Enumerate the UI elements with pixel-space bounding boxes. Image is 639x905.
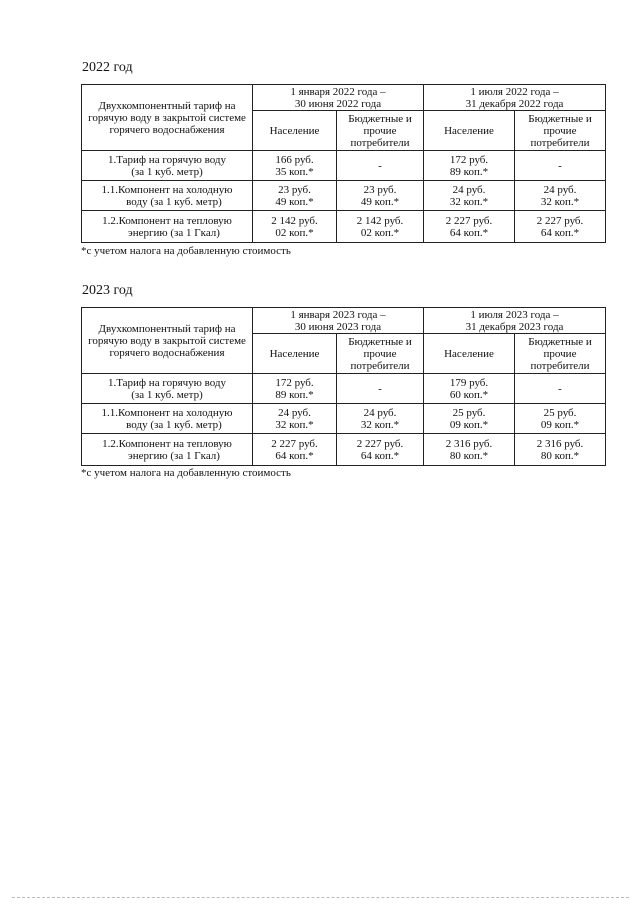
- value-cell: 166 руб. 35 коп.*: [253, 151, 337, 181]
- table-row: [82, 151, 606, 181]
- tariff-table-2023: [81, 307, 606, 466]
- row-label-line-2: (за 1 куб. метр): [131, 388, 203, 401]
- row-label-line-1: 1.1.Компонент на холодную: [101, 183, 233, 196]
- table-row: [82, 434, 606, 466]
- header-consumer-budget: Бюджетные и прочие потребители: [337, 111, 424, 151]
- row-label: [82, 211, 253, 243]
- row-label-line-2: воду (за 1 куб. метр): [126, 195, 222, 208]
- value-cell: 23 руб. 49 коп.*: [253, 181, 337, 211]
- row-label: [82, 181, 253, 211]
- header-consumer-population: Население: [253, 111, 337, 151]
- value-cell: 2 142 руб. 02 коп.*: [337, 211, 424, 243]
- row-label-line-2: энергию (за 1 Гкал): [128, 449, 220, 462]
- header-period-2: [424, 308, 606, 334]
- value-cell: 2 227 руб. 64 коп.*: [253, 434, 337, 466]
- header-consumer-budget: Бюджетные и прочие потребители: [515, 334, 606, 374]
- tariff-table-2022: [81, 84, 606, 243]
- row-label-line-1: 1.Тариф на горячую воду: [107, 376, 227, 389]
- period-2-line-2: 31 декабря 2022 года: [465, 97, 564, 110]
- year-heading-2023: 2023 год: [82, 283, 133, 298]
- header-tariff-type: Двухкомпонентный тариф на горячую воду в закрытой системе горячего водоснабжения: [82, 85, 253, 151]
- value-cell: -: [337, 374, 424, 404]
- year-heading-2022: 2022 год: [82, 60, 133, 75]
- table-row: [82, 181, 606, 211]
- period-2-line-1: 1 июля 2023 года –: [470, 308, 559, 321]
- row-label-line-1: 1.2.Компонент на тепловую: [102, 214, 232, 227]
- value-cell: 25 руб. 09 коп.*: [515, 404, 606, 434]
- row-label-line-2: (за 1 куб. метр): [131, 165, 203, 178]
- value-cell: -: [515, 374, 606, 404]
- value-cell: 172 руб. 89 коп.*: [253, 374, 337, 404]
- row-label-line-1: 1.1.Компонент на холодную: [101, 406, 233, 419]
- header-consumer-population: Население: [253, 334, 337, 374]
- header-consumer-budget: Бюджетные и прочие потребители: [337, 334, 424, 374]
- value-cell: 2 316 руб. 80 коп.*: [424, 434, 515, 466]
- table-row: [82, 211, 606, 243]
- value-cell: 23 руб. 49 коп.*: [337, 181, 424, 211]
- row-label-line-1: 1.2.Компонент на тепловую: [102, 437, 232, 450]
- header-period-2: [424, 85, 606, 111]
- header-consumer-population: Население: [424, 111, 515, 151]
- value-cell: 24 руб. 32 коп.*: [253, 404, 337, 434]
- period-1-line-2: 30 июня 2022 года: [294, 97, 382, 110]
- header-consumer-budget: Бюджетные и прочие потребители: [515, 111, 606, 151]
- period-1-line-1: 1 января 2023 года –: [290, 308, 386, 321]
- header-period-1: [253, 308, 424, 334]
- value-cell: 2 227 руб. 64 коп.*: [424, 211, 515, 243]
- value-cell: 172 руб. 89 коп.*: [424, 151, 515, 181]
- row-label: [82, 434, 253, 466]
- table-row: [82, 374, 606, 404]
- table-row: [82, 404, 606, 434]
- vat-footnote: *с учетом налога на добавленную стоимость: [81, 245, 291, 257]
- period-2-line-2: 31 декабря 2023 года: [465, 320, 564, 333]
- row-label: [82, 151, 253, 181]
- value-cell: 2 142 руб. 02 коп.*: [253, 211, 337, 243]
- period-1-line-2: 30 июня 2023 года: [294, 320, 382, 333]
- value-cell: 25 руб. 09 коп.*: [424, 404, 515, 434]
- value-cell: 2 227 руб. 64 коп.*: [337, 434, 424, 466]
- value-cell: 2 227 руб. 64 коп.*: [515, 211, 606, 243]
- value-cell: 179 руб. 60 коп.*: [424, 374, 515, 404]
- value-cell: 24 руб. 32 коп.*: [424, 181, 515, 211]
- header-consumer-population: Население: [424, 334, 515, 374]
- row-label: [82, 374, 253, 404]
- period-1-line-1: 1 января 2022 года –: [290, 85, 386, 98]
- header-tariff-type: Двухкомпонентный тариф на горячую воду в закрытой системе горячего водоснабжения: [82, 308, 253, 374]
- value-cell: -: [515, 151, 606, 181]
- row-label-line-2: энергию (за 1 Гкал): [128, 226, 220, 239]
- value-cell: -: [337, 151, 424, 181]
- row-label-line-1: 1.Тариф на горячую воду: [107, 153, 227, 166]
- vat-footnote: *с учетом налога на добавленную стоимость: [81, 467, 291, 479]
- value-cell: 24 руб. 32 коп.*: [337, 404, 424, 434]
- value-cell: 24 руб. 32 коп.*: [515, 181, 606, 211]
- page-bottom-edge-divider: [12, 897, 629, 898]
- row-label: [82, 404, 253, 434]
- row-label-line-2: воду (за 1 куб. метр): [126, 418, 222, 431]
- value-cell: 2 316 руб. 80 коп.*: [515, 434, 606, 466]
- header-period-1: [253, 85, 424, 111]
- period-2-line-1: 1 июля 2022 года –: [470, 85, 559, 98]
